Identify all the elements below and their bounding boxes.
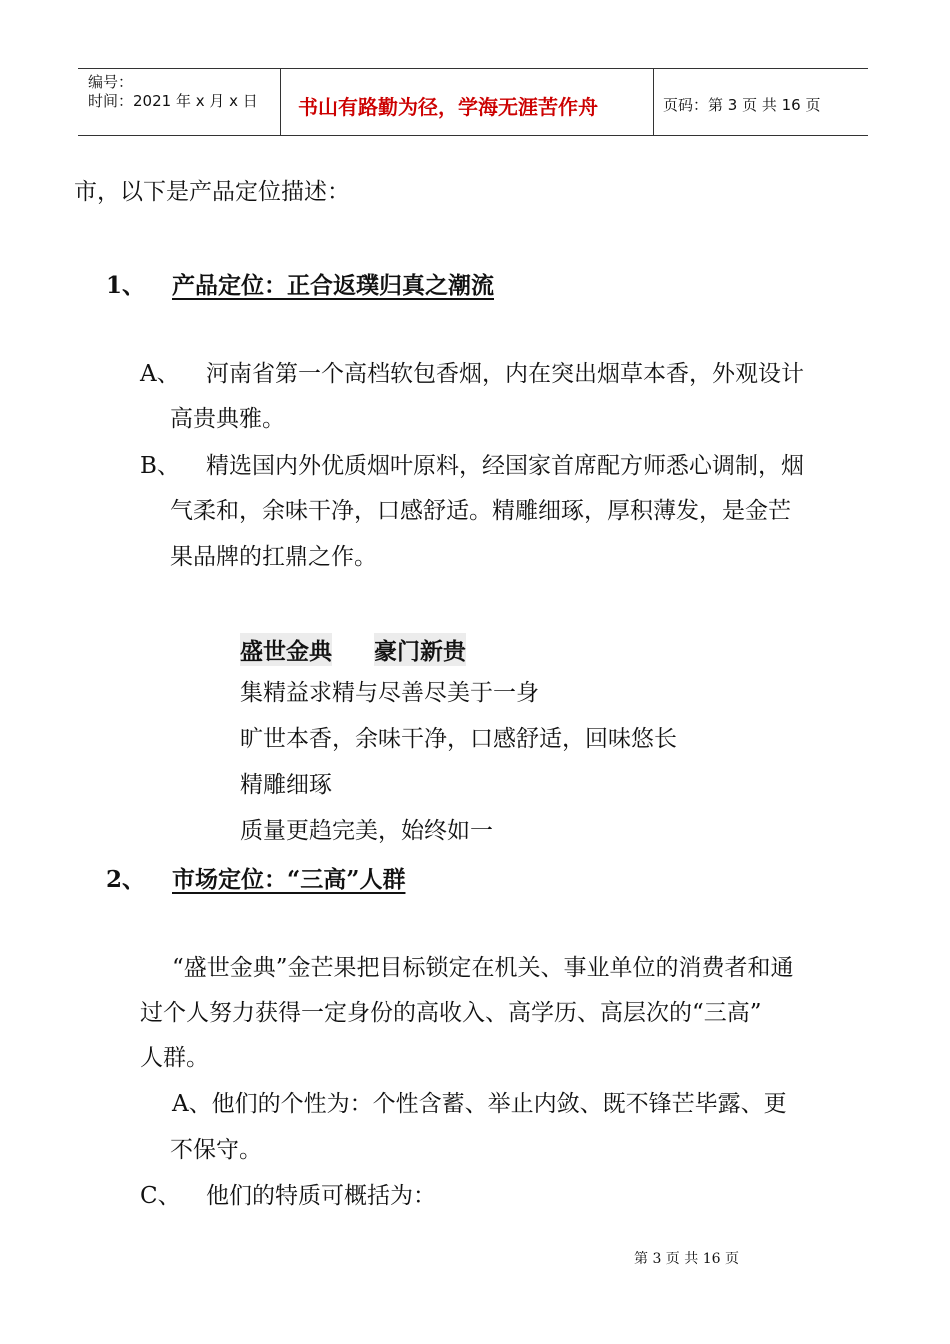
section2-title: 市场定位：“三高”人群 xyxy=(172,866,406,893)
header-page-info: 页码：第 3 页 共 16 页 xyxy=(663,96,821,114)
section1-itemA-line1: 河南省第一个高档软包香烟，内在突出烟草本香，外观设计 xyxy=(206,361,804,387)
section1-itemA-line2: 高贵典雅。 xyxy=(170,406,285,432)
header-divider-left xyxy=(280,68,281,136)
section2-itemA-line2: 不保守。 xyxy=(170,1137,262,1163)
section1-itemB-line3: 果品牌的扛鼎之作。 xyxy=(170,544,377,570)
header-motto: 书山有路勤为径，学海无涯苦作舟 xyxy=(298,95,598,119)
section2-para-line3: 人群。 xyxy=(140,1045,209,1071)
section1-itemB-line2: 气柔和，余味干净，口感舒适。精雕细琢，厚积薄发，是金芒 xyxy=(170,498,791,524)
section1-itemA-label: A、 xyxy=(140,361,180,387)
section2-itemC-text: 他们的特质可概括为： xyxy=(206,1183,436,1209)
slogan-line: 旷世本香，余味干净，口感舒适，回味悠长 xyxy=(240,726,677,752)
section1-number: 1、 xyxy=(106,272,146,299)
section1-itemB-line1: 精选国内外优质烟叶原料，经国家首席配方师悉心调制，烟 xyxy=(206,453,804,479)
section1-itemB-label: B、 xyxy=(140,453,180,479)
slogan-line: 集精益求精与尽善尽美于一身 xyxy=(240,680,539,706)
header-top-border xyxy=(78,68,868,69)
header-bottom-border xyxy=(78,135,868,136)
header-divider-right xyxy=(653,68,654,136)
slogan-line: 精雕细琢 xyxy=(240,772,332,798)
section2-itemA-line1: A、他们的个性为：个性含蓄、举止内敛、既不锋芒毕露、更 xyxy=(172,1091,787,1117)
section2-para-line2: 过个人努力获得一定身份的高收入、高学历、高层次的“三高” xyxy=(140,1000,762,1026)
header-number-label: 编号： xyxy=(88,73,134,91)
section2-number: 2、 xyxy=(106,866,146,893)
section2-itemC-label: C、 xyxy=(140,1183,181,1209)
page-footer: 第 3 页 共 16 页 xyxy=(634,1251,739,1267)
slogan-part2: 豪门新贵 xyxy=(374,633,466,666)
section1-title: 产品定位：正合返璞归真之潮流 xyxy=(172,272,494,299)
slogan-line: 质量更趋完美，始终如一 xyxy=(240,818,493,844)
header-time-label: 时间：2021 年 x 月 x 日 xyxy=(88,92,258,110)
intro-text: 市，以下是产品定位描述： xyxy=(74,179,350,205)
slogan-part1: 盛世金典 xyxy=(240,633,332,666)
section2-para-line1: “盛世金典”金芒果把目标锁定在机关、事业单位的消费者和通 xyxy=(172,955,794,981)
